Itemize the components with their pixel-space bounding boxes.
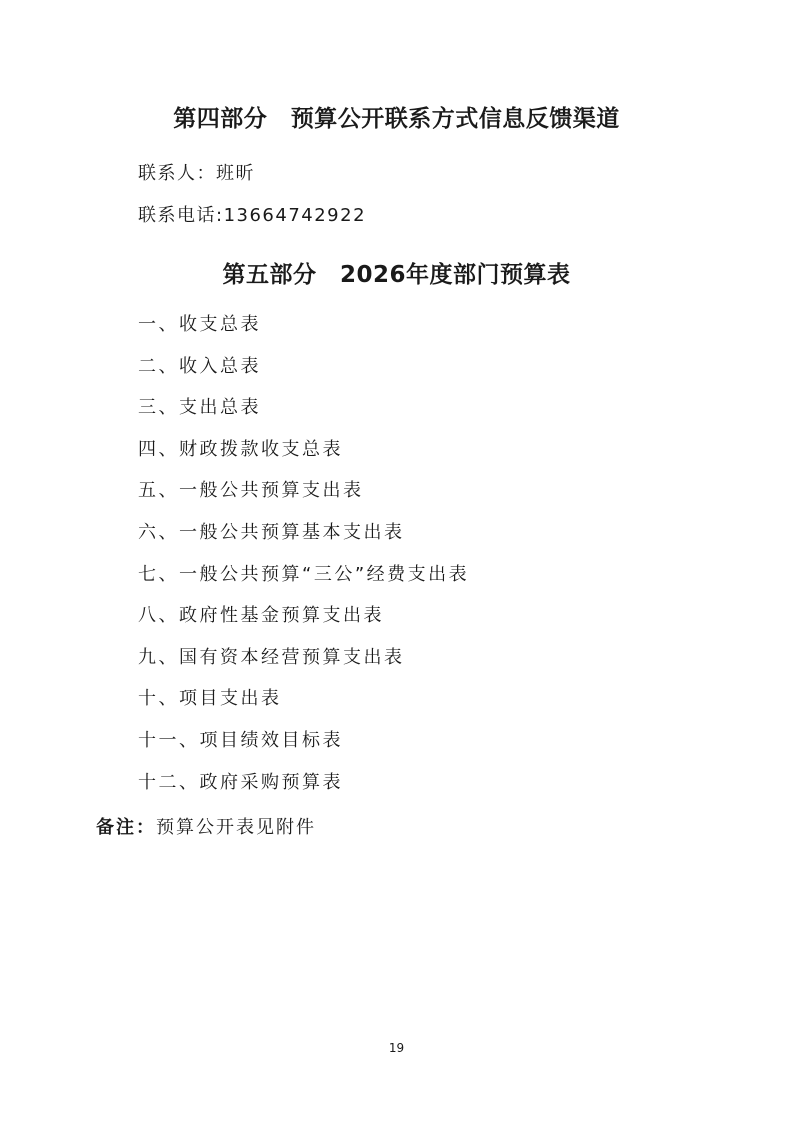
list-item: 九、国有资本经营预算支出表: [138, 646, 405, 668]
list-item: 十二、政府采购预算表: [138, 771, 343, 793]
list-item: 六、一般公共预算基本支出表: [138, 521, 405, 543]
section4-heading: 第四部分 预算公开联系方式信息反馈渠道: [173, 106, 620, 132]
list-item: 十一、项目绩效目标表: [138, 729, 343, 751]
note-text: 预算公开表见附件: [156, 817, 316, 838]
contact-person: 联系人：班昕: [138, 163, 255, 184]
list-item: 四、财政拨款收支总表: [138, 438, 343, 460]
note-label: 备注：: [96, 817, 156, 838]
list-item: 八、政府性基金预算支出表: [138, 605, 384, 627]
section5-heading: 第五部分 2026年度部门预算表: [222, 262, 571, 288]
budget-table-list: [138, 314, 469, 813]
contact-phone: 联系电话:13664742922: [138, 205, 367, 226]
list-item: 三、支出总表: [138, 397, 261, 419]
list-item: 二、收入总表: [138, 355, 261, 377]
note: [96, 813, 316, 839]
list-item: 七、一般公共预算“三公”经费支出表: [138, 563, 470, 585]
list-item: 一、收支总表: [138, 314, 261, 335]
page-number: 19: [388, 1041, 405, 1055]
list-item: 十、项目支出表: [138, 688, 282, 710]
list-item: 五、一般公共预算支出表: [138, 480, 364, 502]
